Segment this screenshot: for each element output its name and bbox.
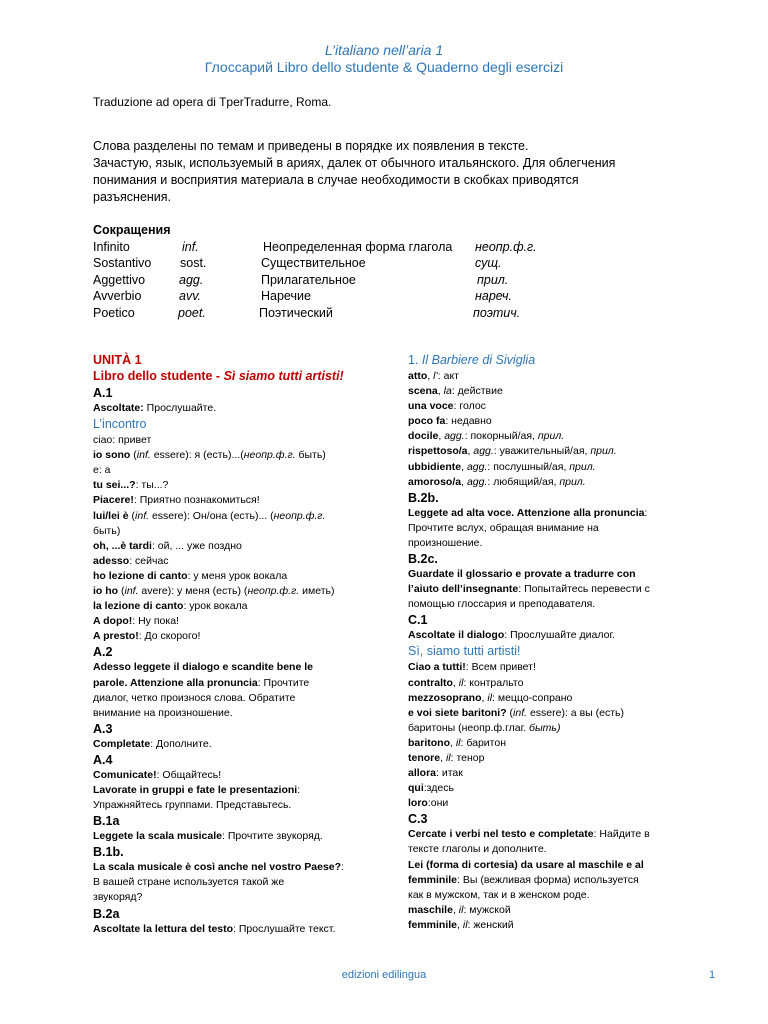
instruction-russian: : Прослушайте диалог.: [504, 629, 615, 642]
instruction-line: [408, 873, 683, 888]
entry-translation: баритоны (неопр.ф.глаг.: [408, 721, 530, 734]
entry-term: docile: [408, 430, 439, 443]
entry-term: ubbidiente: [408, 460, 462, 473]
abbr-russian-short: прил.: [477, 272, 509, 287]
glossary-entry: [408, 444, 683, 459]
glossary-entry: e: а: [93, 464, 111, 477]
entry-text: ,: [440, 751, 446, 764]
entry-abbr: прил.: [537, 430, 565, 443]
entry-article: il: [462, 918, 468, 931]
entry-abbr: agg.: [466, 475, 488, 488]
subsection-heading: L’incontro: [93, 417, 147, 432]
entry-term: loro: [408, 797, 428, 810]
instruction-russian: : Прочтите звукоряд.: [221, 830, 323, 843]
entry-translation: : урок вокала: [183, 600, 248, 613]
abbr-short: avv.: [179, 289, 201, 303]
entry-abbr: прил.: [559, 475, 586, 488]
entry-abbr: прил.: [590, 445, 617, 458]
instruction-line: помощью глоссария и преподавателя.: [408, 598, 596, 611]
glossary-entry-continuation: [408, 721, 683, 736]
entry-text: ,: [438, 430, 445, 443]
intro-paragraph: [93, 138, 653, 206]
entry-term: io ho: [93, 585, 119, 598]
instruction-line: произношение.: [408, 536, 483, 549]
entry-translation: : уважительный/ая,: [493, 445, 591, 458]
entry-translation: : действие: [451, 385, 503, 398]
entry-abbr: inf.: [124, 585, 139, 598]
glossary-entry: [93, 478, 383, 493]
abbr-russian-short: сущ.: [475, 256, 502, 270]
instruction-russian: : Прочтите: [257, 676, 310, 689]
entry-translation: Прослушайте.: [143, 402, 217, 414]
entry-term: scena: [408, 385, 438, 398]
entry-abbr: agg.: [473, 445, 494, 458]
instruction-russian: : Дополните.: [150, 737, 212, 750]
instruction-line: Lei (forma di cortesia) da usare al maschile e al: [408, 858, 644, 871]
subsection-heading: [408, 352, 683, 369]
glossary-entry: [93, 509, 383, 524]
entry-article: il: [455, 736, 461, 749]
instruction-italian: Ascoltate la lettura del testo: [93, 922, 234, 935]
entry-translation: : ой, ... уже поздно: [151, 539, 242, 552]
section-heading: B.2b.: [408, 490, 439, 505]
abbr-russian: Неопределенная форма глагола: [263, 239, 453, 254]
entry-abbr: agg.: [466, 460, 488, 473]
instruction-line: [93, 829, 383, 844]
glossary-entry: [93, 493, 383, 508]
entry-translation: : итак: [436, 767, 463, 780]
book-heading: [93, 368, 383, 385]
section-heading: A.3: [93, 721, 113, 736]
entry-abbr: неопр.ф.г.: [243, 449, 296, 462]
instruction-line: Упражняйтесь группами. Представьтесь.: [93, 799, 292, 812]
instruction-line: [93, 737, 383, 752]
entry-article: il: [445, 751, 451, 764]
entry-text: ,: [452, 903, 459, 916]
entry-text: ,: [461, 475, 467, 488]
instruction-line: [93, 676, 383, 691]
instruction-russian: : Общайтесь!: [156, 768, 222, 781]
entry-text: (: [130, 449, 137, 462]
instruction-italian: Lavorate in gruppi e fate le presentazioni: [93, 783, 298, 796]
instruction-russian: : Попытайтесь перевести с: [518, 583, 650, 596]
instruction-italian: Completate: [93, 737, 151, 750]
glossary-entry: [408, 736, 683, 751]
instruction-line: [93, 783, 383, 798]
entry-translation: : недавно: [445, 415, 492, 428]
entry-term: oh, ...è tardi: [93, 539, 152, 552]
abbr-short: inf.: [182, 239, 199, 254]
abbr-italian: Avverbio: [93, 289, 142, 303]
abbr-italian: Sostantivo: [93, 256, 152, 270]
glossary-entry: [408, 414, 683, 429]
section-heading: B.2a: [93, 906, 120, 921]
instruction-line: внимание на произношение.: [93, 706, 233, 719]
entry-text: ,: [427, 370, 434, 382]
entry-text: ,: [452, 676, 459, 689]
glossary-entry: [408, 384, 683, 399]
book-heading-text: Libro dello studente -: [93, 369, 224, 383]
glossary-entry: [93, 614, 383, 629]
subsection-title: Il Barbiere di Siviglia: [421, 353, 536, 367]
entry-translation: : Всем привет!: [465, 661, 536, 674]
entry-text: ,: [481, 691, 488, 704]
entry-term: una voce: [408, 400, 454, 413]
entry-abbr: прил.: [569, 460, 596, 473]
glossary-entry: [408, 796, 683, 811]
glossary-entry-continuation: быть): [93, 524, 121, 537]
abbreviation-row: [93, 288, 613, 305]
glossary-entry: [93, 629, 383, 644]
unit-heading: UNITÀ 1: [93, 353, 142, 367]
entry-term: ho lezione di canto: [93, 569, 188, 582]
abbreviation-row: [93, 239, 613, 256]
entry-translation: : баритон: [460, 736, 506, 749]
abbr-russian-short: поэтич.: [473, 305, 521, 320]
section-heading: C.3: [408, 812, 428, 827]
glossary-entry: [93, 599, 383, 614]
entry-term: allora: [408, 767, 437, 780]
entry-term: atto: [408, 370, 428, 382]
instruction-line: Adesso leggete il dialogo e scandite bene le: [93, 661, 313, 674]
entry-translation: быть): [295, 449, 326, 462]
glossary-entry: [408, 660, 683, 675]
entry-text: (: [128, 509, 136, 522]
glossary-entry: [408, 691, 683, 706]
book-heading-italic: Sì siamo tutti artisti!: [223, 369, 344, 383]
instruction-italian: Leggete ad alta voce. Attenzione alla pronuncia: [408, 506, 645, 519]
left-column: [93, 352, 383, 937]
instruction-line: диалог, четко произнося слова. Обратите: [93, 691, 296, 704]
instruction-line: тексте глаголы и дополните.: [408, 843, 547, 856]
entry-term: contralto: [408, 676, 453, 689]
entry-translation: : меццо-сопрано: [492, 691, 573, 704]
instruction-italian: femminile: [408, 873, 458, 886]
intro-line-2: Зачастую, язык, используемый в ариях, далек от обычного итальянского. Для облегчения понимания и восприятия материала в случае необходимости в скобках приводятся разъяснения.: [93, 156, 616, 204]
instruction-line: Guardate il glossario e provate a tradurre con: [408, 568, 636, 581]
entry-translation: : любящий/ая,: [487, 475, 560, 488]
instruction-line: [408, 628, 683, 643]
abbr-short: agg.: [179, 272, 204, 287]
glossary-entry: ciao: привет: [93, 434, 152, 447]
entry-translation: : сейчас: [129, 554, 169, 567]
entry-term: femminile: [408, 918, 458, 931]
entry-text: (: [118, 585, 125, 598]
entry-term: Piacere!: [93, 494, 134, 507]
entry-term: io sono: [93, 449, 131, 462]
entry-translation: avere): у меня (есть) (: [138, 585, 248, 598]
instruction-line: В вашей стране используется такой же: [93, 876, 285, 889]
instruction-line: как в мужском, так и в женском роде.: [408, 888, 590, 901]
entry-translation: : женский: [467, 918, 514, 931]
entry-term: baritono: [408, 736, 450, 749]
instruction-line: [408, 582, 683, 597]
translator-note: Traduzione ad opera di TperTradurre, Roma.: [93, 95, 332, 109]
section-heading: A.2: [93, 645, 113, 660]
entry-term: adesso: [93, 554, 130, 567]
instruction-russian: : Найдите в: [593, 828, 650, 841]
instruction-italian: La scala musicale è così anche nel vostro Paese?: [93, 861, 342, 874]
abbreviations-table: [93, 222, 613, 321]
entry-translation: : акт: [437, 370, 459, 382]
entry-term: A dopo!: [93, 615, 133, 628]
subsection-number: 1.: [408, 353, 422, 367]
abbr-italian: Poetico: [93, 305, 135, 320]
entry-term: lui/lei è: [93, 509, 129, 522]
abbr-russian-short: нареч.: [475, 289, 512, 303]
section-heading: B.1b.: [93, 845, 124, 860]
glossary-entry: [93, 584, 383, 599]
intro-line-1: Слова разделены по темам и приведены в порядке их появления в тексте.: [93, 139, 529, 153]
instruction-russian: :: [341, 861, 344, 874]
abbr-russian: Существительное: [261, 256, 366, 270]
instruction-line: [93, 768, 383, 783]
entry-translation: : Ну пока!: [132, 615, 179, 628]
section-heading: A.1: [93, 386, 113, 400]
abbreviations-title: Сокращения: [93, 223, 171, 237]
glossary-entry: [93, 554, 383, 569]
glossary-entry: [408, 781, 683, 796]
abbreviation-row: [93, 255, 613, 272]
document-subtitle: Глоссарий Libro dello studente & Quaderno degli esercizi: [204, 59, 564, 75]
document-title: L’italiano nell’aria 1: [324, 42, 444, 58]
instruction-italian: parole. Attenzione alla pronuncia: [93, 676, 258, 689]
entry-article: il: [487, 691, 493, 704]
entry-term: la lezione di canto: [93, 600, 184, 613]
glossary-entry: [93, 539, 383, 554]
entry-text: (: [506, 706, 514, 719]
glossary-entry: [408, 369, 683, 384]
entry-translation: : контральто: [463, 676, 524, 689]
glossary-entry: [408, 475, 683, 490]
section-heading: C.1: [408, 613, 428, 628]
abbreviation-row: [93, 305, 613, 322]
entry-term: e voi siete baritoni?: [408, 706, 507, 719]
right-column: [408, 352, 683, 933]
abbr-russian-short: неопр.ф.г.: [475, 239, 537, 254]
instruction-line: Прочтите вслух, обращая внимание на: [408, 521, 599, 534]
abbr-russian: Прилагательное: [261, 272, 356, 287]
entry-abbr: agg.: [444, 430, 465, 443]
entry-translation: : покорный/ая,: [464, 430, 538, 443]
entry-term: qui: [408, 782, 424, 795]
entry-abbr: быть): [529, 721, 561, 734]
entry-translation: essere): я (есть)...(: [150, 449, 244, 462]
section-heading: A.4: [93, 752, 113, 767]
entry-abbr: inf.: [135, 509, 150, 522]
entry-text: ,: [461, 460, 467, 473]
instruction-russian: : Вы (вежливая форма) используется: [457, 873, 639, 886]
entry-text: ,: [467, 445, 474, 458]
entry-translation: :они: [427, 797, 449, 810]
subsection-heading: Sì, siamo tutti artisti!: [408, 644, 521, 659]
abbr-italian: Infinito: [93, 239, 130, 254]
instruction-line: [408, 506, 683, 521]
entry-translation: : ты...?: [135, 479, 169, 492]
entry-text: ,: [450, 736, 456, 749]
glossary-entry: [93, 401, 383, 416]
instruction-line: [93, 860, 383, 875]
entry-translation: : у меня урок вокала: [187, 569, 288, 582]
entry-term: Ciao a tutti!: [408, 661, 466, 674]
instruction-line: звукоряд?: [93, 891, 143, 904]
entry-abbr: неопр.ф.г.: [247, 585, 300, 598]
entry-term: amoroso/a: [408, 475, 462, 488]
entry-abbr: inf.: [136, 449, 151, 462]
entry-abbr: неопр.ф.г.: [273, 509, 326, 522]
abbr-short: sost.: [180, 256, 207, 270]
instruction-italian: Cercate i verbi nel testo e completate: [408, 828, 594, 841]
section-heading: B.2c.: [408, 552, 438, 567]
instruction-line: [408, 827, 683, 842]
abbreviation-row: [93, 272, 613, 289]
entry-term: poco fa: [408, 415, 446, 428]
instruction-italian: Leggete la scala musicale: [93, 830, 222, 843]
entry-term: tenore: [408, 751, 441, 764]
entry-abbr: inf.: [513, 706, 528, 719]
instruction-russian: : Прослушайте текст.: [233, 922, 336, 935]
abbr-russian: Наречие: [261, 289, 311, 303]
entry-translation: essere): а вы (есть): [527, 706, 624, 719]
glossary-entry: [408, 766, 683, 781]
entry-term: maschile: [408, 903, 453, 916]
glossary-entry: [408, 706, 683, 721]
entry-term: tu sei...?: [93, 479, 136, 492]
glossary-entry: [408, 918, 683, 933]
footer-publisher: edizioni edilingua: [341, 969, 427, 981]
abbr-russian: Поэтический: [259, 305, 333, 320]
entry-article: la: [443, 385, 452, 398]
instruction-italian: l’aiuto dell’insegnante: [408, 583, 519, 596]
glossary-entry: [408, 460, 683, 475]
entry-article: il: [458, 903, 464, 916]
entry-translation: essere): Он/она (есть)... (: [149, 509, 274, 522]
page-number: 1: [709, 969, 716, 981]
instruction-russian: :: [644, 506, 648, 519]
entry-translation: : послушный/ая,: [487, 460, 570, 473]
instruction-russian: :: [297, 783, 301, 796]
entry-article: il: [458, 676, 464, 689]
abbr-italian: Aggettivo: [93, 272, 146, 287]
abbr-short: poet.: [178, 305, 206, 320]
entry-translation: : голос: [453, 400, 486, 413]
entry-term: mezzosoprano: [408, 691, 482, 704]
entry-translation: : Приятно познакомиться!: [133, 494, 260, 507]
entry-translation: : тенор: [450, 751, 485, 764]
entry-term: A presto!: [93, 630, 139, 643]
glossary-entry: [408, 751, 683, 766]
entry-text: ,: [437, 385, 444, 398]
glossary-entry: [408, 676, 683, 691]
glossary-entry: [93, 448, 383, 463]
entry-article: l’: [433, 370, 438, 382]
entry-translation: : До скорого!: [138, 630, 201, 643]
entry-term: Ascoltate:: [93, 402, 144, 414]
glossary-entry: [408, 429, 683, 444]
instruction-italian: Comunicate!: [93, 768, 157, 781]
entry-translation: : мужской: [463, 903, 511, 916]
glossary-entry: [408, 903, 683, 918]
instruction-line: [93, 922, 383, 937]
section-heading: B.1a: [93, 814, 120, 829]
instruction-italian: Ascoltate il dialogo: [408, 629, 505, 642]
entry-translation: иметь): [299, 585, 335, 598]
glossary-entry: [93, 569, 383, 584]
entry-term: rispettoso/a: [408, 445, 468, 458]
entry-translation: :здесь: [423, 782, 454, 795]
entry-text: ,: [457, 918, 463, 931]
glossary-entry: [408, 399, 683, 414]
